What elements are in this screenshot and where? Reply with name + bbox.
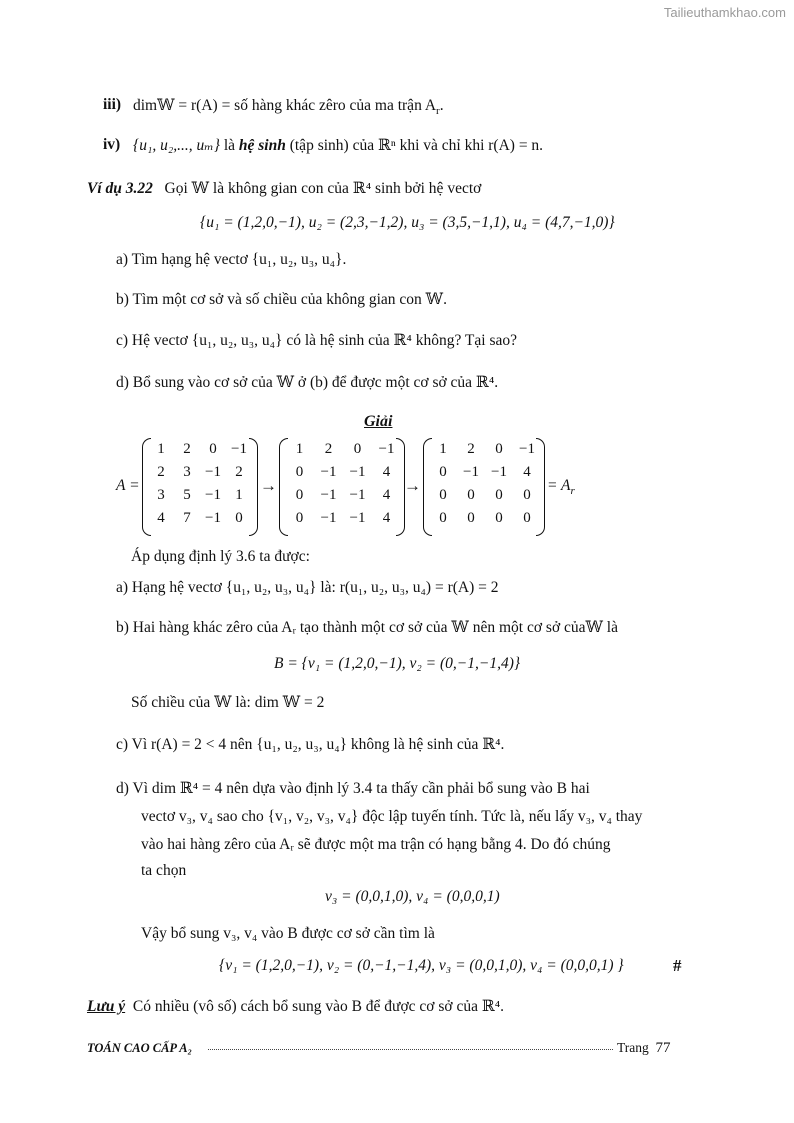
question-b: b) Tìm một cơ sở và số chiều của không gian con 𝕎. bbox=[116, 291, 447, 308]
apply-theorem: Áp dụng định lý 3.6 ta được: bbox=[131, 548, 310, 565]
question-a: a) Tìm hạng hệ vectơ {u₁, u₂, u₃, u₄}. bbox=[116, 251, 347, 268]
matrix-cell: 0 bbox=[523, 487, 531, 503]
matrix-cell: 0 bbox=[209, 441, 217, 457]
item-iv-text: {u₁, u₂,..., uₘ} là hệ sinh (tập sinh) của ℝⁿ khi và chỉ khi r(A) = n. bbox=[133, 137, 544, 154]
matrix-cell: 0 bbox=[295, 464, 304, 480]
matrix-ar-label: = $A_r$ bbox=[547, 477, 575, 498]
answer-d-line-3: vào hai hàng zêro của Aᵣ sẽ được một ma trận có hạng bằng 4. Do đó chúng bbox=[141, 836, 611, 853]
matrix-cell: −1 bbox=[349, 464, 366, 480]
matrix-cell: 3 bbox=[157, 487, 165, 503]
end-mark: # bbox=[673, 956, 682, 975]
example-heading: Ví dụ 3.22 Gọi 𝕎 là không gian con của ℝ⁴ sinh bởi hệ vectơ bbox=[87, 180, 482, 197]
matrix-cell: 2 bbox=[157, 464, 165, 480]
example-vectors: {u₁ = (1,2,0,−1), u₂ = (2,3,−1,2), u₃ = (3,5,−1,1), u₄ = (4,7,−1,0)} bbox=[200, 214, 615, 231]
matrix-cell: 4 bbox=[382, 487, 391, 503]
item-iv-label: iv) bbox=[103, 136, 121, 153]
matrix-cell: 0 bbox=[295, 510, 304, 526]
matrix-cell: 0 bbox=[467, 487, 475, 503]
matrix-cell: 2 bbox=[324, 441, 333, 457]
arrow-2: → bbox=[404, 476, 421, 495]
matrix-cell: −1 bbox=[231, 441, 247, 457]
footer-divider bbox=[208, 1049, 613, 1050]
matrix-cell: 7 bbox=[183, 510, 191, 526]
matrix-a bbox=[142, 438, 258, 534]
answer-d-line-1: d) Vì dim ℝ⁴ = 4 nên dựa vào định lý 3.4 ta thấy cần phải bổ sung vào B hai bbox=[116, 780, 590, 797]
matrix-cell: 4 bbox=[523, 464, 531, 480]
final-intro: Vậy bổ sung v₃, v₄ vào B được cơ sở cần tìm là bbox=[141, 925, 435, 942]
matrix-step-1 bbox=[279, 438, 405, 534]
matrix-cell: 1 bbox=[439, 441, 447, 457]
matrix-ar bbox=[423, 438, 545, 534]
item-iii-label: iii) bbox=[103, 96, 122, 113]
matrix-cell: −1 bbox=[491, 464, 507, 480]
answer-d-line-4: ta chọn bbox=[141, 862, 187, 879]
matrix-cell: −1 bbox=[349, 487, 366, 503]
matrix-cell: 2 bbox=[467, 441, 475, 457]
footer-title: TOÁN CAO CẤP A₂ bbox=[87, 1041, 192, 1055]
matrix-cell: −1 bbox=[205, 487, 221, 503]
watermark: Tailieuthamkhao.com bbox=[663, 5, 786, 20]
matrix-cell: 4 bbox=[382, 464, 391, 480]
question-d: d) Bổ sung vào cơ sở của 𝕎 ở (b) để được một cơ sở của ℝ⁴. bbox=[116, 374, 499, 391]
answer-c: c) Vì r(A) = 2 < 4 nên {u₁, u₂, u₃, u₄} không là hệ sinh của ℝ⁴. bbox=[116, 736, 505, 753]
matrix-cell: 2 bbox=[183, 441, 191, 457]
matrix-cell: −1 bbox=[320, 510, 337, 526]
chosen-vectors: v₃ = (0,0,1,0), v₄ = (0,0,0,1) bbox=[325, 888, 500, 905]
matrix-cell: 0 bbox=[353, 441, 362, 457]
matrix-cell: −1 bbox=[378, 441, 395, 457]
answer-b: b) Hai hàng khác zêro của Aᵣ tạo thành một cơ sở của 𝕎 nên một cơ sở của𝕎 là bbox=[116, 619, 618, 636]
matrix-cell: 2 bbox=[235, 464, 243, 480]
basis-b: B = {v₁ = (1,2,0,−1), v₂ = (0,−1,−1,4)} bbox=[274, 655, 521, 672]
matrix-cell: 1 bbox=[157, 441, 165, 457]
matrix-cell: 5 bbox=[183, 487, 191, 503]
answer-a: a) Hạng hệ vectơ {u₁, u₂, u₃, u₄} là: r(u₁, u₂, u₃, u₄) = r(A) = 2 bbox=[116, 579, 499, 596]
matrix-cell: 0 bbox=[495, 487, 503, 503]
solution-title: Giải bbox=[364, 413, 393, 430]
question-c: c) Hệ vectơ {u₁, u₂, u₃, u₄} có là hệ sinh của ℝ⁴ không? Tại sao? bbox=[116, 332, 517, 349]
note: Lưu ý Có nhiều (vô số) cách bổ sung vào B để được cơ sở của ℝ⁴. bbox=[87, 998, 504, 1015]
dimension: Số chiều của 𝕎 là: dim 𝕎 = 2 bbox=[131, 694, 325, 711]
matrix-cell: 4 bbox=[157, 510, 165, 526]
matrix-cell: 0 bbox=[439, 510, 447, 526]
footer-page: Trang 77 bbox=[617, 1040, 671, 1056]
answer-d-line-2: vectơ v₃, v₄ sao cho {v₁, v₂, v₃, v₄} độc lập tuyến tính. Tức là, nếu lấy v₃, v₄ thay bbox=[141, 808, 643, 825]
matrix-cell: −1 bbox=[519, 441, 535, 457]
matrix-cell: 0 bbox=[523, 510, 531, 526]
matrix-cell: 0 bbox=[235, 510, 243, 526]
matrix-cell: 4 bbox=[382, 510, 391, 526]
matrix-cell: −1 bbox=[349, 510, 366, 526]
final-basis: {v₁ = (1,2,0,−1), v₂ = (0,−1,−1,4), v₃ = (0,0,1,0), v₄ = (0,0,0,1) } bbox=[219, 957, 624, 974]
matrix-cell: 1 bbox=[295, 441, 304, 457]
matrix-cell: 0 bbox=[495, 510, 503, 526]
matrix-cell: 3 bbox=[183, 464, 191, 480]
matrix-cell: 0 bbox=[439, 487, 447, 503]
matrix-cell: −1 bbox=[205, 510, 221, 526]
item-iii-text: dim𝕎 = r(A) = số hàng khác zêro của ma trận $A_r$. bbox=[133, 97, 444, 118]
matrix-cell: −1 bbox=[320, 487, 337, 503]
matrix-cell: 1 bbox=[235, 487, 243, 503]
matrix-cell: 0 bbox=[439, 464, 447, 480]
matrix-a-label: A = bbox=[116, 477, 140, 494]
matrix-cell: 0 bbox=[295, 487, 304, 503]
matrix-cell: −1 bbox=[320, 464, 337, 480]
matrix-cell: 0 bbox=[495, 441, 503, 457]
matrix-cell: −1 bbox=[205, 464, 221, 480]
matrix-cell: −1 bbox=[463, 464, 479, 480]
matrix-cell: 0 bbox=[467, 510, 475, 526]
arrow-1: → bbox=[260, 476, 277, 495]
